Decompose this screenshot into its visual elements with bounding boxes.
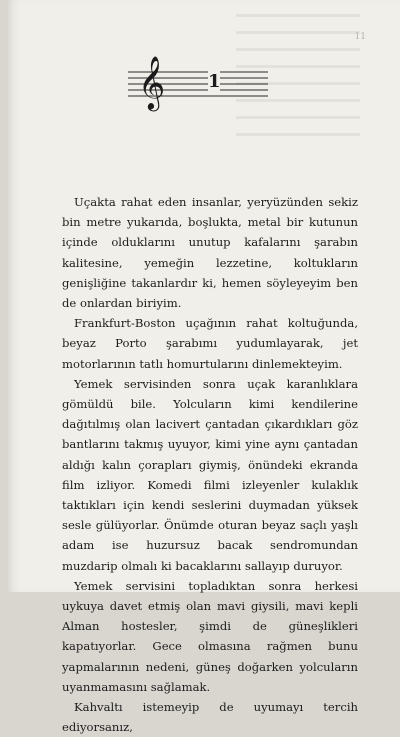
chapter-number: 1 bbox=[208, 71, 221, 92]
chapter-heading bbox=[128, 55, 268, 109]
book-page bbox=[6, 0, 400, 735]
paragraph: Uçakta rahat eden insanlar, yeryüzünden sekiz bin metre yukarıda, boşlukta, metal bir kutunun içinde olduklarını unutup kafalarını şarabın kalitesine, yemeğin lezzetine, koltukların genişliğine takanlardır ki, hemen söyleyeyim ben de onlardan biriyim. bbox=[62, 195, 358, 311]
body-text bbox=[62, 192, 358, 737]
paragraph: Frankfurt-Boston uçağının rahat koltuğunda, beyaz Porto şarabımı yudumlayarak, jet motorlarının tatlı homurtularını dinlemekteyim. bbox=[62, 316, 358, 371]
paragraph: Kahvaltı istemeyip de uyumayı tercih ediyorsanız, bbox=[62, 700, 358, 735]
treble-clef-icon: 𝄞 bbox=[138, 55, 166, 109]
page-number: 11 bbox=[354, 32, 366, 42]
paragraph: Yemek servisinden sonra uçak karanlıklara gömüldü bile. Yolcuların kimi kendilerine dağıtılmış olan lacivert çantadan çıkardıkları göz bantlarını takmış uyuyor, kimi yine aynı çantadan aldığı kalın çorapları giymiş, önündeki ekranda film izliyor. Komedi filmi izleyenler kulaklık taktıkları için kendi seslerini duymadan yüksek sesle gülüyorlar. Önümde oturan beyaz saçlı yaşlı adam ise huzursuz bacak sendromundan muzdarip olmalı ki bacaklarını sallayıp duruyor. bbox=[62, 376, 358, 573]
paragraph: Yemek servisini topladıktan sonra herkesi uykuya davet etmiş olan mavi giysili, mavi kepli Alman hostesler, şimdi de güneşlikleri kapatıyorlar. Gece olmasına rağmen bunu yapmalarının nedeni, güneş doğarken yolcuların uyanmamasını sağlamak. bbox=[62, 578, 358, 694]
